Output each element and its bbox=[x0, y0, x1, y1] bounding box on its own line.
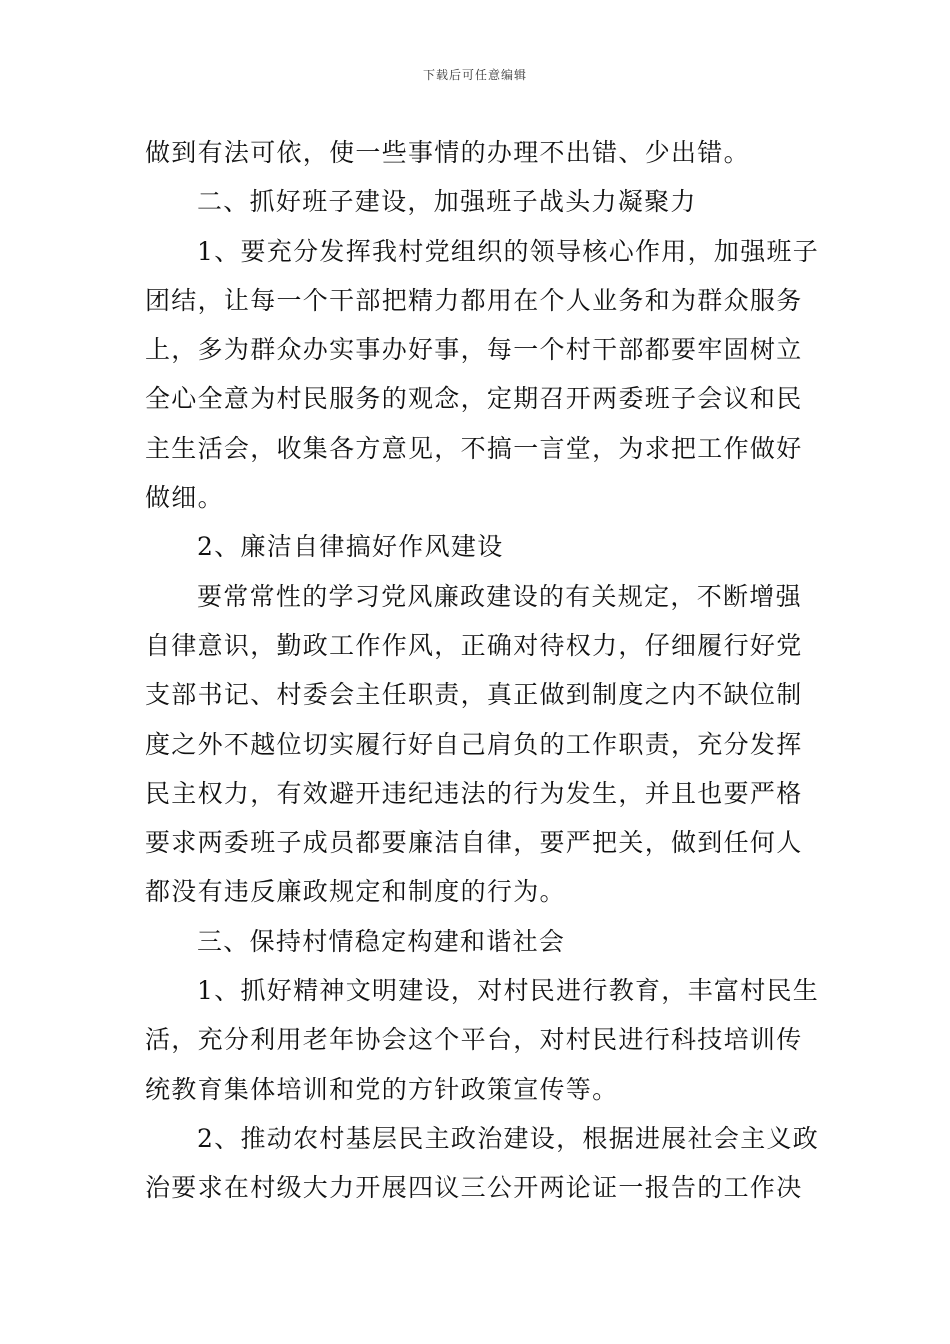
text-line: 民主权力，有效避开违纪违法的行为发生，并且也要严格 bbox=[145, 778, 803, 808]
subsection-heading: 2、廉洁自律搞好作风建设 bbox=[197, 532, 504, 562]
text-line: 主生活会，收集各方意见，不搞一言堂，为求把工作做好 bbox=[145, 433, 803, 463]
text-line: 团结，让每一个干部把精力都用在个人业务和为群众服务 bbox=[145, 285, 803, 315]
text-line: 都没有违反廉政规定和制度的行为。 bbox=[145, 877, 566, 907]
text-line: 统教育集体培训和党的方针政策宣传等。 bbox=[145, 1074, 619, 1104]
page-header: 下载后可任意编辑 bbox=[422, 68, 527, 82]
section-heading: 三、保持村情稳定构建和谐社会 bbox=[197, 926, 566, 956]
text-line: 度之外不越位切实履行好自己肩负的工作职责，充分发挥 bbox=[145, 729, 803, 759]
text-line: 做到有法可依，使一些事情的办理不出错、少出错。 bbox=[145, 138, 750, 167]
text-line: 要求两委班子成员都要廉洁自律，要严把关，做到任何人 bbox=[145, 828, 803, 858]
section-heading: 二、抓好班子建设，加强班子战头力凝聚力 bbox=[197, 187, 697, 217]
text-line: 1、抓好精神文明建设，对村民进行教育，丰富村民生 bbox=[197, 976, 820, 1006]
text-line: 支部书记、村委会主任职责，真正做到制度之内不缺位制 bbox=[145, 680, 803, 710]
text-line: 活，充分利用老年协会这个平台，对村民进行科技培训传 bbox=[145, 1025, 803, 1055]
text-line: 2、推动农村基层民主政治建设，根据进展社会主义政 bbox=[197, 1123, 820, 1153]
text-line: 上，多为群众办实事办好事，每一个村干部都要牢固树立 bbox=[145, 335, 803, 365]
text-line: 治要求在村级大力开展四议三公开两论证一报告的工作决 bbox=[145, 1173, 803, 1203]
text-line: 要常常性的学习党风廉政建设的有关规定，不断增强 bbox=[197, 581, 802, 611]
text-line: 做细。 bbox=[145, 483, 224, 513]
text-line: 1、要充分发挥我村党组织的领导核心作用，加强班子 bbox=[197, 236, 820, 266]
document-body bbox=[145, 128, 820, 1213]
text-line: 全心全意为村民服务的观念，定期召开两委班子会议和民 bbox=[145, 384, 803, 414]
text-line: 自律意识，勤政工作作风，正确对待权力，仔细履行好党 bbox=[145, 630, 803, 660]
